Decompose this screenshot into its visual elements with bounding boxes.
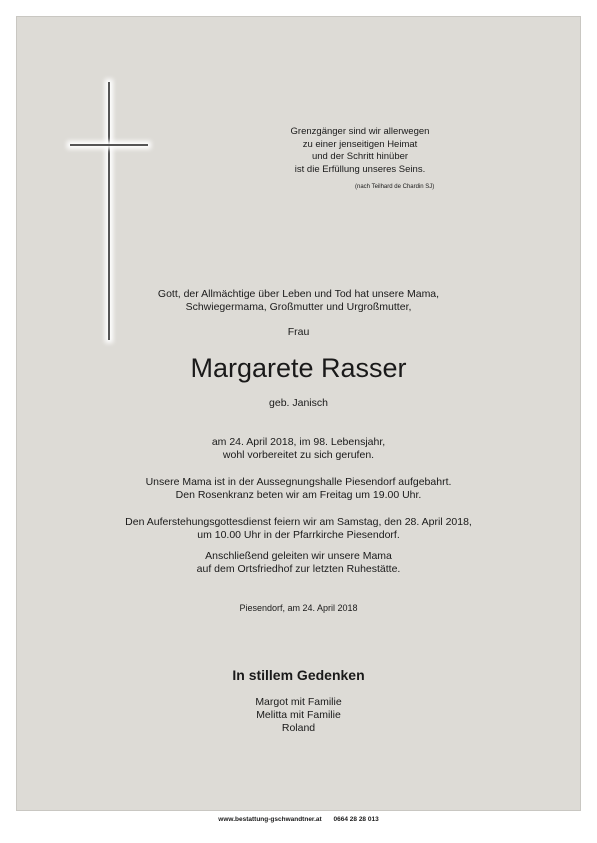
intro-line: Gott, der Allmächtige über Leben und Tod hat unsere Mama, bbox=[157, 288, 440, 300]
poem bbox=[280, 126, 440, 176]
salutation: Frau bbox=[287, 326, 310, 338]
service-line: um 10.00 Uhr in der Pfarrkirche Piesendorf. bbox=[197, 529, 400, 541]
poem-source: (nach Teilhard de Chardin SJ) bbox=[355, 184, 435, 190]
mourners-heading: In stillem Gedenken bbox=[232, 667, 365, 683]
poem-line: ist die Erfüllung unseres Seins. bbox=[294, 163, 426, 175]
wake-line: Den Rosenkranz beten wir am Freitag um 19.00 Uhr. bbox=[175, 489, 422, 501]
cross-horizontal-bar bbox=[70, 144, 148, 146]
mourner-name: Margot mit Familie bbox=[255, 696, 342, 708]
death-line: am 24. April 2018, im 98. Lebensjahr, bbox=[211, 436, 386, 448]
poem-line: und der Schritt hinüber bbox=[311, 151, 409, 162]
poem-line: Grenzgänger sind wir allerwegen bbox=[290, 126, 430, 137]
place-date: Piesendorf, am 24. April 2018 bbox=[239, 603, 358, 613]
phone-number: 0664 28 28 013 bbox=[333, 816, 379, 823]
intro-line: Schwiegermama, Großmutter und Urgroßmutter, bbox=[185, 301, 412, 313]
poem-line: zu einer jenseitigen Heimat bbox=[302, 138, 418, 150]
burial-line: auf dem Ortsfriedhof zur letzten Ruhestätte. bbox=[196, 563, 401, 575]
service-line: Den Auferstehungsgottesdienst feiern wir am Samstag, den 28. April 2018, bbox=[125, 516, 472, 528]
wake-line: Unsere Mama ist in der Aussegnungshalle Piesendorf aufgebahrt. bbox=[145, 476, 452, 488]
death-line: wohl vorbereitet zu sich gerufen. bbox=[222, 449, 375, 461]
footer bbox=[0, 816, 597, 823]
deceased-name: Margarete Rasser bbox=[190, 353, 407, 383]
mourner-name: Melitta mit Familie bbox=[256, 709, 341, 721]
mourner-name: Roland bbox=[281, 722, 316, 734]
burial-line: Anschließend geleiten wir unsere Mama bbox=[205, 550, 392, 562]
website-link[interactable]: www.bestattung-gschwandtner.at bbox=[218, 816, 322, 823]
birth-name: geb. Janisch bbox=[269, 397, 328, 409]
